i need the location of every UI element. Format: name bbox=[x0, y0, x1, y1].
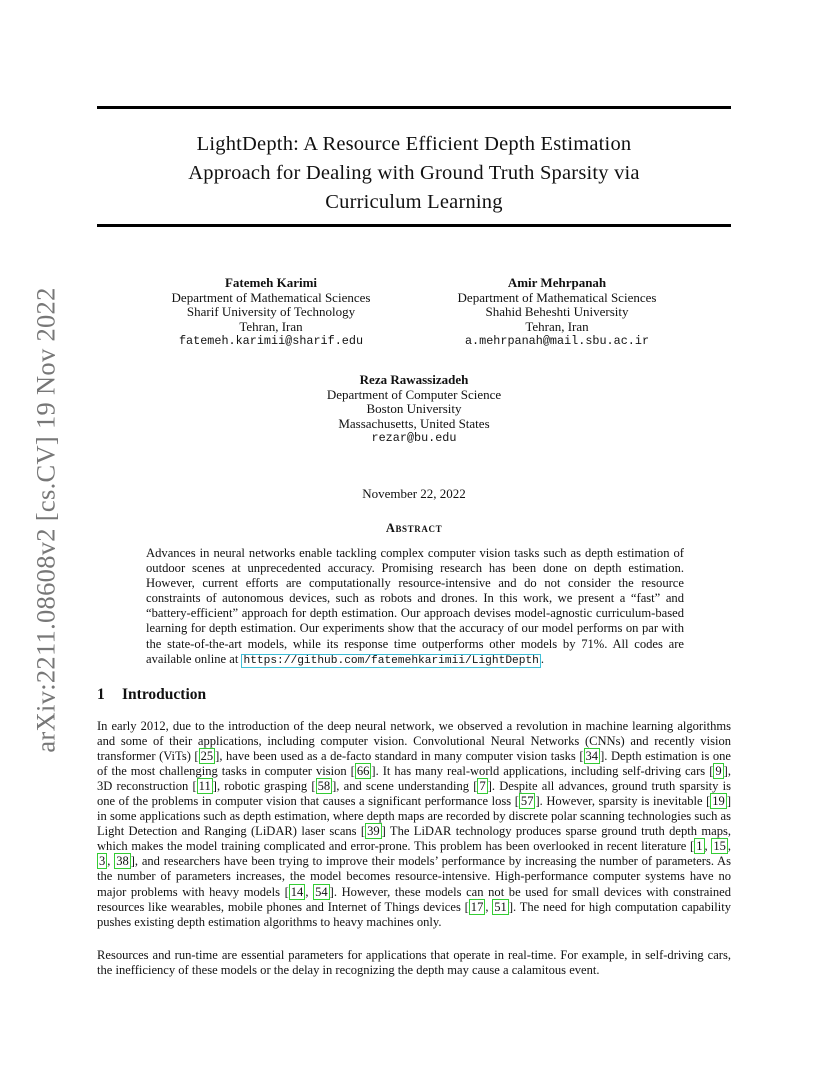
citation-link[interactable]: 51 bbox=[494, 899, 507, 914]
citation-link[interactable]: 34 bbox=[585, 749, 599, 764]
citation-link[interactable]: 1 bbox=[696, 839, 703, 854]
citation-link[interactable]: 66 bbox=[356, 764, 370, 779]
author-location: Massachusetts, United States bbox=[338, 415, 490, 431]
paper-title bbox=[80, 130, 748, 217]
section-title: Introduction bbox=[122, 686, 207, 703]
paragraph-text: ] The LiDAR technology produces sparse ground truth depth maps, which makes the model training complicated and error-prone. This problem has been overlooked in recent literature [ bbox=[97, 824, 731, 854]
paragraph-text: , bbox=[727, 839, 731, 854]
abstract-end: . bbox=[540, 651, 545, 666]
citation-link[interactable]: 15 bbox=[713, 839, 726, 854]
paragraph-text: , bbox=[485, 899, 493, 914]
abstract-heading-text: Abstract bbox=[385, 521, 443, 535]
author-department: Department of Mathematical Sciences bbox=[457, 289, 657, 305]
section-heading bbox=[97, 686, 206, 704]
paragraph-text: In early 2012, due to the introduction of the deep neural network, we observed a revolution in machine learning algorithms and some of their applications, including computer vision. Convolutional Neural Networks (CNNs) and recently vision transformer (ViTs) [ bbox=[97, 719, 731, 764]
title-line: Approach for Dealing with Ground Truth Sparsity via bbox=[188, 162, 640, 184]
author-university: Sharif University of Technology bbox=[186, 304, 356, 320]
citation-link[interactable]: 38 bbox=[116, 854, 129, 869]
author-university: Boston University bbox=[366, 401, 462, 417]
author-block bbox=[426, 276, 688, 349]
citation-link[interactable]: 7 bbox=[479, 779, 486, 794]
paragraph-text: ]. Depth estimation is one of the most challenging tasks in computer vision [ bbox=[97, 749, 731, 779]
paragraph-text: ], robotic grasping [ bbox=[212, 779, 316, 794]
citation-link[interactable]: 19 bbox=[712, 794, 725, 809]
author-email[interactable]: rezar@bu.edu bbox=[371, 431, 457, 446]
paragraph-text: ], have been used as a de-facto standard in many computer vision tasks [ bbox=[215, 749, 584, 764]
author-department: Department of Mathematical Sciences bbox=[171, 289, 371, 305]
paragraph-text: ], 3D reconstruction [ bbox=[97, 764, 731, 794]
title-bottom-rule bbox=[97, 224, 731, 227]
title-line: LightDepth: A Resource Efficient Depth Estimation bbox=[196, 133, 632, 155]
paragraph-text: ]. However, these models can not be used for small devices with constrained resources like wearables, mobile phones and Internet of Things devices [ bbox=[97, 884, 731, 914]
arxiv-identifier: arXiv:2211.08608v2 [cs.CV] 19 Nov 2022 bbox=[30, 287, 61, 753]
paragraph-text: , bbox=[704, 839, 712, 854]
section-number: 1 bbox=[97, 686, 105, 703]
citation-link[interactable]: 58 bbox=[317, 779, 331, 794]
author-name: Reza Rawassizadeh bbox=[359, 372, 469, 387]
title-top-rule bbox=[97, 106, 731, 109]
author-university: Shahid Beheshti University bbox=[485, 304, 629, 320]
paragraph-text: ]. Despite all advances, ground truth sparsity is one of the problems in computer vision that causes a significant performance loss [ bbox=[97, 779, 732, 809]
abstract-text: Advances in neural networks enable tackling complex computer vision tasks such as depth estimation of outdoor scenes at unprecedented accuracy. Promising research has been done on depth estimation. However, current efforts are computationally resource-intensive and do not consider the resource constraints of autonomous devices, such as robots and drones. In this work, we present a “fast” and “battery-efficient” approach for depth estimation. Our approach devises model-agnostic curriculum-based learning for depth estimation. Our experiments show that the accuracy of our model performs on par with the state-of-the-art models, while its response time outperforms other models by 71%. All codes are available online at bbox=[146, 546, 684, 666]
author-department: Department of Computer Science bbox=[326, 386, 502, 402]
citation-link[interactable]: 39 bbox=[367, 824, 380, 839]
paragraph-text: ], and scene understanding [ bbox=[332, 779, 478, 794]
paragraph-text: ]. The need for high computation capability pushes existing depth estimation algorithms to heavy machines only. bbox=[97, 899, 731, 929]
intro-paragraph-2: Resources and run-time are essential parameters for applications that operate in real-time. For example, in self-driving cars, the inefficiency of these models or the delay in recognizing the depth may cause a calamitous event. bbox=[97, 948, 731, 978]
abstract-body bbox=[146, 546, 684, 669]
paper-date: November 22, 2022 bbox=[362, 486, 466, 501]
citation-link[interactable]: 54 bbox=[315, 884, 328, 899]
author-email[interactable]: a.mehrpanah@mail.sbu.ac.ir bbox=[464, 334, 650, 349]
author-location: Tehran, Iran bbox=[525, 318, 589, 334]
abstract-heading bbox=[0, 521, 828, 536]
citation-link[interactable]: 9 bbox=[715, 764, 722, 779]
intro-paragraph-1 bbox=[97, 719, 731, 930]
paragraph-text: , bbox=[107, 854, 115, 869]
code-repository-link[interactable]: https://github.com/fatemehkarimii/LightDepth bbox=[243, 654, 539, 667]
citation-link[interactable]: 11 bbox=[198, 779, 211, 794]
citation-link[interactable]: 14 bbox=[290, 884, 304, 899]
author-name: Fatemeh Karimi bbox=[224, 275, 318, 290]
paragraph-text: , bbox=[305, 884, 314, 899]
paragraph-text: ]. It has many real-world applications, including self-driving cars [ bbox=[371, 764, 714, 779]
author-email[interactable]: fatemeh.karimii@sharif.edu bbox=[178, 334, 364, 349]
citation-link[interactable]: 25 bbox=[200, 749, 214, 764]
title-line: Curriculum Learning bbox=[325, 191, 503, 213]
author-location: Tehran, Iran bbox=[239, 318, 303, 334]
paragraph-text: ], and researchers have been trying to improve their models’ performance by increasing the number of parameters. As the number of parameters increases, the model becomes resource-intensive. High-performance computer systems have no major problems with heavy models [ bbox=[97, 854, 731, 899]
author-block bbox=[140, 276, 402, 349]
paragraph-text: ] in some applications such as depth estimation, where depth maps are recorded by discrete polar scanning technologies such as Light Detection and Ranging (LiDAR) laser scans [ bbox=[97, 794, 732, 839]
paragraph-text: ]. However, sparsity is inevitable [ bbox=[535, 794, 711, 809]
author-block bbox=[283, 373, 545, 446]
author-name: Amir Mehrpanah bbox=[507, 275, 607, 290]
citation-link[interactable]: 3 bbox=[99, 854, 106, 869]
citation-link[interactable]: 57 bbox=[520, 794, 534, 809]
citation-link[interactable]: 17 bbox=[470, 899, 484, 914]
